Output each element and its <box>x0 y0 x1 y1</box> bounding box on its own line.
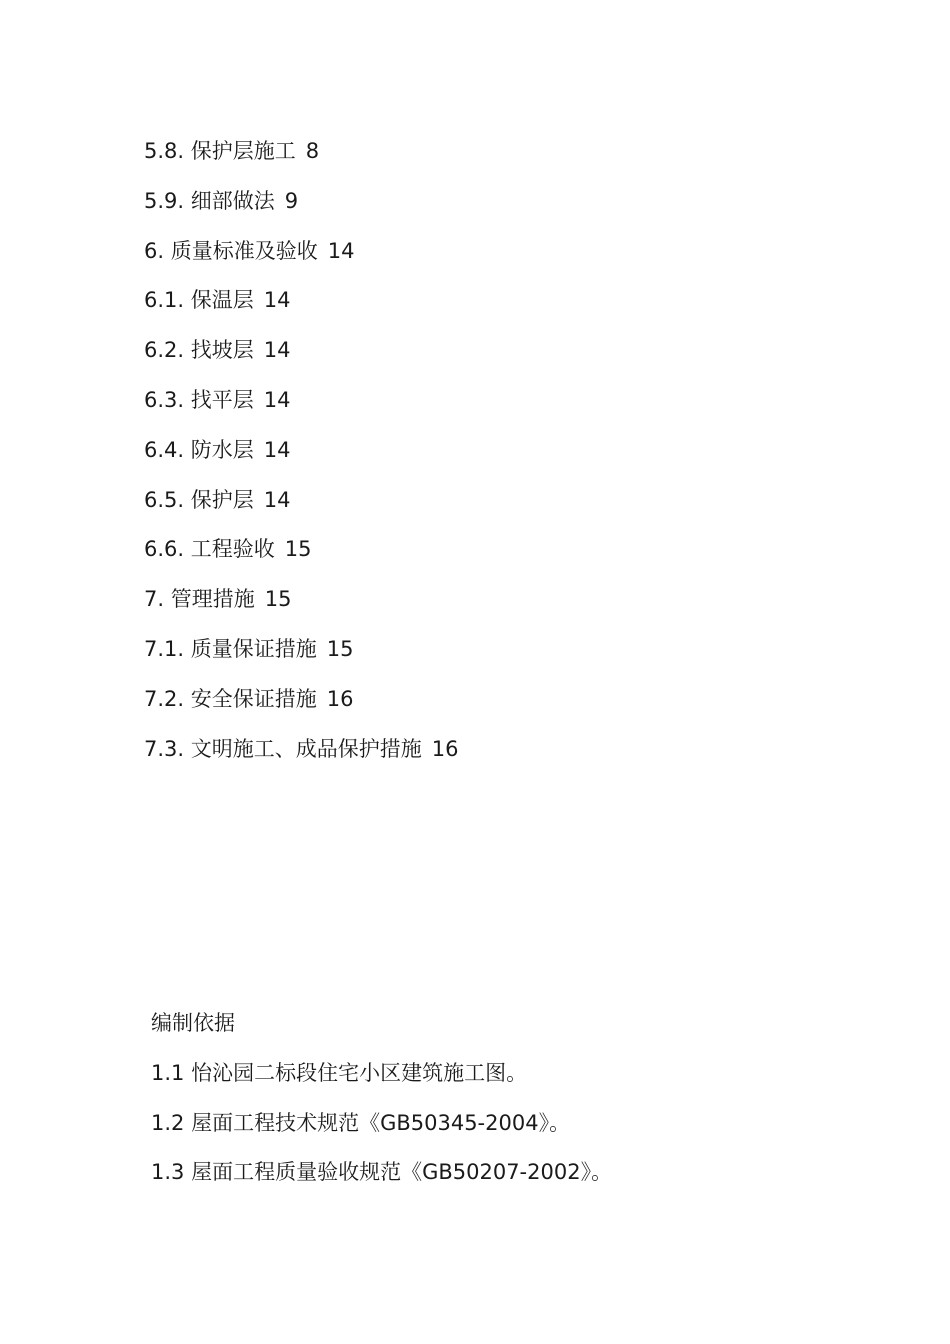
toc-entry-label: 6. 质量标准及验收 <box>144 238 318 263</box>
reference-list <box>151 1058 612 1207</box>
toc-entry-label: 6.4. 防水层 <box>144 437 254 462</box>
basis-section <box>151 1008 612 1207</box>
toc-entry[interactable] <box>144 136 458 186</box>
toc-entry[interactable] <box>144 534 458 584</box>
toc-entry[interactable] <box>144 584 458 634</box>
toc-entry[interactable] <box>144 285 458 335</box>
toc-entry-label: 6.3. 找平层 <box>144 387 254 412</box>
table-of-contents <box>144 136 458 783</box>
toc-entry[interactable] <box>144 186 458 236</box>
toc-entry-page: 15 <box>264 587 292 612</box>
toc-entry-label: 7.3. 文明施工、成品保护措施 <box>144 736 422 761</box>
toc-entry[interactable] <box>144 684 458 734</box>
reference-item: 1.2 屋面工程技术规范《GB50345-2004》。 <box>151 1110 571 1135</box>
toc-entry-label: 6.5. 保护层 <box>144 487 254 512</box>
toc-entry-page: 14 <box>263 338 291 363</box>
toc-entry-page: 14 <box>263 437 291 462</box>
toc-entry-label: 6.2. 找坡层 <box>144 338 254 363</box>
toc-entry-label: 7.1. 质量保证措施 <box>144 636 317 661</box>
toc-entry-page: 16 <box>326 686 354 711</box>
toc-entry[interactable] <box>144 435 458 485</box>
toc-entry[interactable] <box>144 236 458 286</box>
toc-entry-page: 8 <box>305 139 320 163</box>
toc-entry-label: 7. 管理措施 <box>144 587 255 612</box>
toc-entry[interactable] <box>144 734 458 784</box>
toc-entry-label: 6.6. 工程验收 <box>144 537 275 562</box>
toc-entry[interactable] <box>144 634 458 684</box>
toc-entry[interactable] <box>144 335 458 385</box>
toc-entry-page: 14 <box>263 288 291 313</box>
toc-entry-page: 16 <box>431 736 459 761</box>
toc-entry-page: 14 <box>263 487 291 512</box>
toc-entry[interactable] <box>144 485 458 535</box>
toc-entry-label: 7.2. 安全保证措施 <box>144 686 317 711</box>
reference-item: 1.3 屋面工程质量验收规范《GB50207-2002》。 <box>151 1160 613 1185</box>
toc-entry[interactable] <box>144 385 458 435</box>
toc-entry-page: 15 <box>326 636 354 661</box>
toc-entry-label: 6.1. 保温层 <box>144 288 254 313</box>
toc-entry-page: 14 <box>327 238 355 263</box>
toc-entry-page: 15 <box>284 537 312 562</box>
toc-entry-page: 14 <box>263 387 291 412</box>
toc-entry-label: 5.8. 保护层施工 <box>144 139 296 163</box>
toc-entry-page: 9 <box>284 188 299 213</box>
toc-entry-label: 5.9. 细部做法 <box>144 188 275 213</box>
reference-item: 1.1 怡沁园二标段住宅小区建筑施工图。 <box>151 1060 528 1085</box>
section-title: 编制依据 <box>151 1011 235 1035</box>
